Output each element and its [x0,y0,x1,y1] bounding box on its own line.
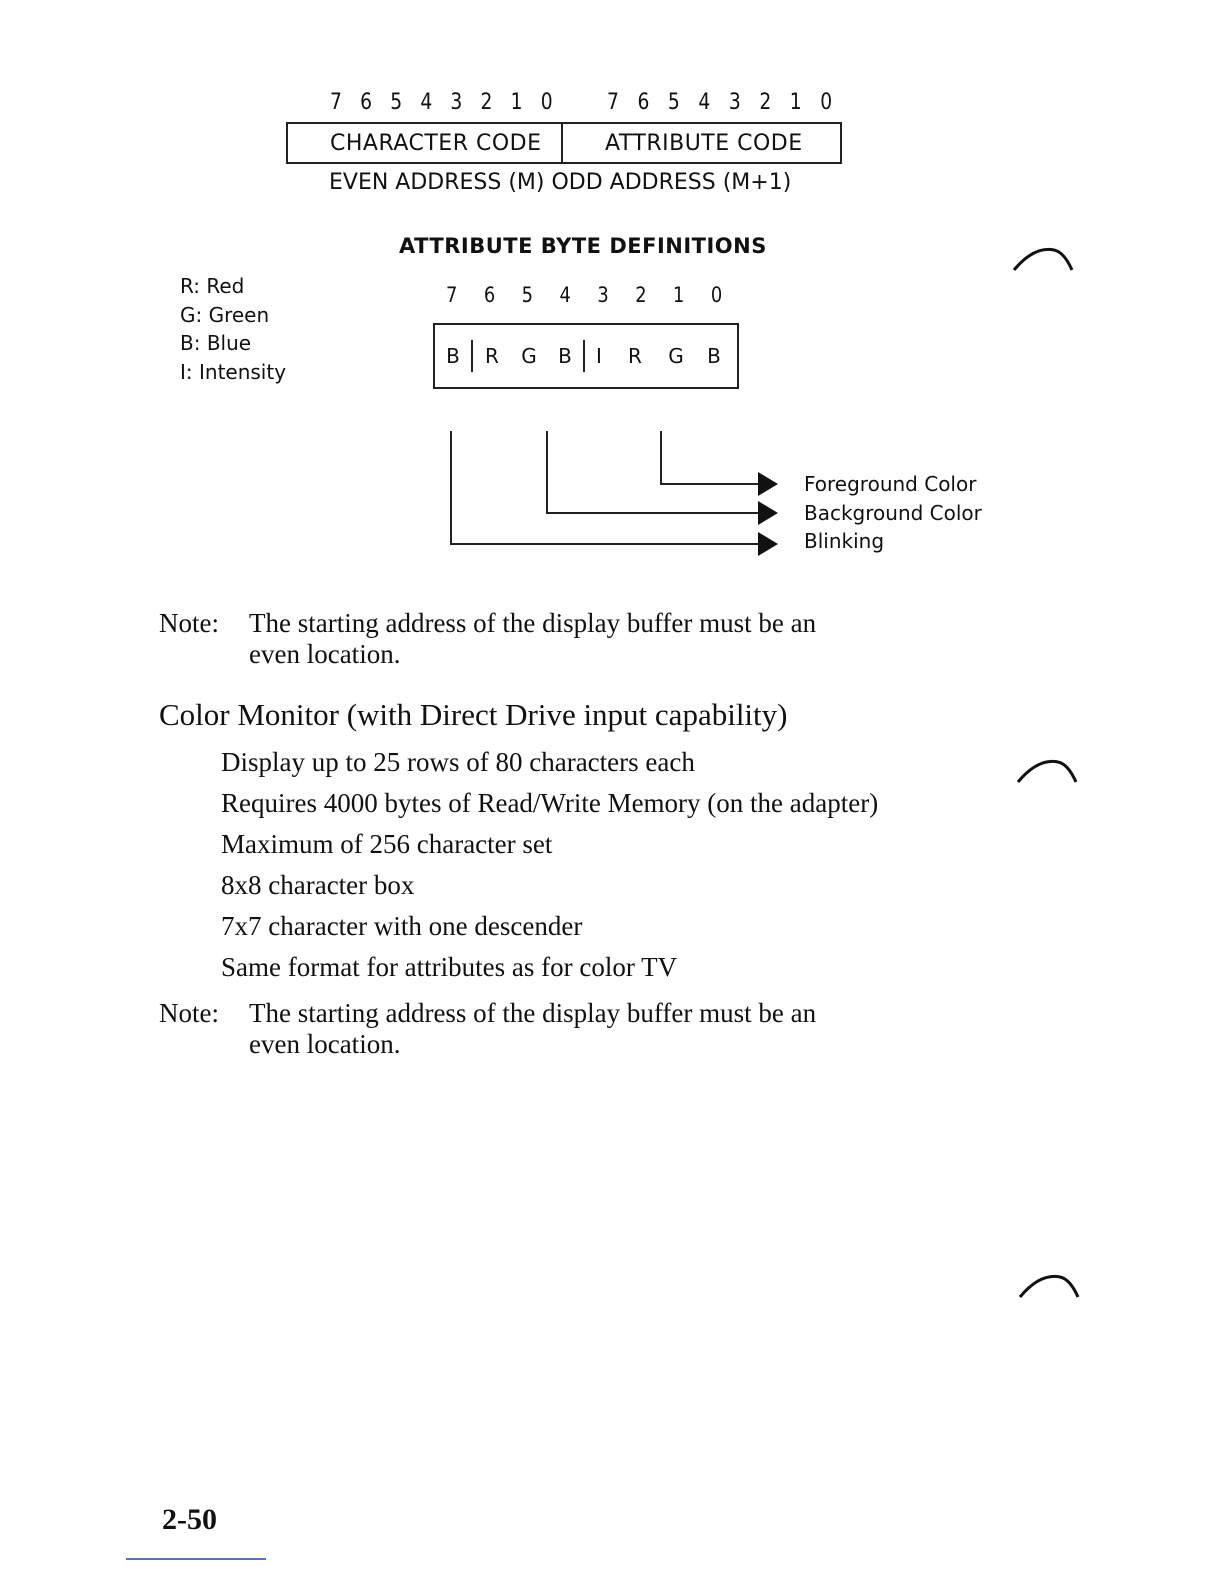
char-code-bit-numbers [330,90,553,115]
bit-number: 2 [480,90,493,115]
bit-number: 7 [607,90,619,115]
arrow-head-icon [758,532,778,556]
feature-item: Display up to 25 rows of 80 characters each [221,747,695,777]
note-2 [159,998,959,1062]
bit-number: 4 [420,90,433,115]
feature-item: Same format for attributes as for color TV [221,952,678,982]
attr-cell-bg-red: R [485,344,499,368]
attribute-diagram-title: ATTRIBUTE BYTE DEFINITIONS [399,234,767,258]
bit-number: 5 [390,90,403,115]
bit-number: 1 [510,90,523,115]
bit-number: 6 [637,90,650,115]
note-text-line: The starting address of the display buffer must be an [249,608,817,638]
feature-item: 8x8 character box [221,870,415,900]
arrow-head-icon [758,501,778,525]
note-text [249,998,949,1060]
color-legend [180,272,286,386]
legend-intensity: I: Intensity [180,359,287,384]
attr-cell-bg-green: G [521,344,537,368]
legend-blue: B: Blue [180,331,252,355]
character-code-cell [288,124,563,162]
attr-cell-fg-red: R [628,344,642,368]
legend-green: G: Green [180,302,270,327]
page-number: 2-50 [162,1503,217,1536]
feature-list [221,747,1021,993]
target-blinking: Blinking [804,529,885,553]
bit-number: 5 [667,90,680,115]
attribute-bit-numbers [446,283,722,307]
binder-mark-icon [1018,1273,1080,1299]
bit-number: 0 [820,90,833,115]
bit-number: 7 [446,283,458,307]
bit-number: 0 [710,283,723,307]
attr-cell-intensity: I [596,344,602,368]
bit-number: 3 [728,90,741,115]
blinking-connector [451,431,762,544]
bit-number: 3 [450,90,463,115]
attribute-targets [804,470,982,556]
attr-cell-blink: B [446,344,460,368]
code-word-box [286,122,842,164]
section-heading: Color Monitor (with Direct Drive input capability) [159,697,788,732]
bit-number: 2 [635,283,647,307]
bit-number: 4 [698,90,711,115]
attr-cell-bg-blue: B [558,344,572,368]
bit-number: 3 [597,283,609,307]
note-label: Note: [159,998,219,1028]
attribute-connector-arrows [440,425,780,565]
page-underline [126,1558,266,1560]
arrow-head-icon [758,472,778,496]
foreground-connector [661,431,762,484]
feature-item: Requires 4000 bytes of Read/Write Memory (on the adapter) [221,788,879,818]
feature-item: Maximum of 256 character set [221,829,553,859]
bit-number: 1 [673,283,685,307]
background-connector [547,431,762,513]
bit-number: 6 [360,90,373,115]
target-background: Background Color [804,500,982,525]
note-text-line: even location. [249,639,401,669]
character-code-label: CHARACTER CODE [330,130,542,156]
bit-number: 4 [559,283,571,307]
legend-red: R: Red [180,274,245,298]
bit-number: 6 [483,283,496,307]
bit-number: 0 [540,90,553,115]
bit-number: 1 [789,90,802,115]
address-caption: EVEN ADDRESS (M) ODD ADDRESS (M+1) [329,170,792,195]
bit-number: 7 [330,90,342,115]
target-foreground: Foreground Color [804,472,977,496]
feature-item: 7x7 character with one descender [221,911,583,941]
attribute-code-cell [563,124,840,162]
attr-code-bit-numbers [607,90,832,115]
binder-mark-icon [1016,758,1078,784]
note-text-line: The starting address of the display buffer must be an [249,998,817,1028]
attribute-byte-box [433,323,739,389]
note-text-line: even location. [249,1029,401,1059]
note-label: Note: [159,608,219,638]
attr-cell-fg-green: G [668,344,684,368]
bit-number: 5 [521,283,534,307]
binder-mark-icon [1012,246,1074,272]
note-text [249,608,949,670]
note-1 [159,608,959,672]
attribute-code-label: ATTRIBUTE CODE [605,130,803,156]
attr-cell-fg-blue: B [707,344,721,368]
bit-number: 2 [759,90,772,115]
